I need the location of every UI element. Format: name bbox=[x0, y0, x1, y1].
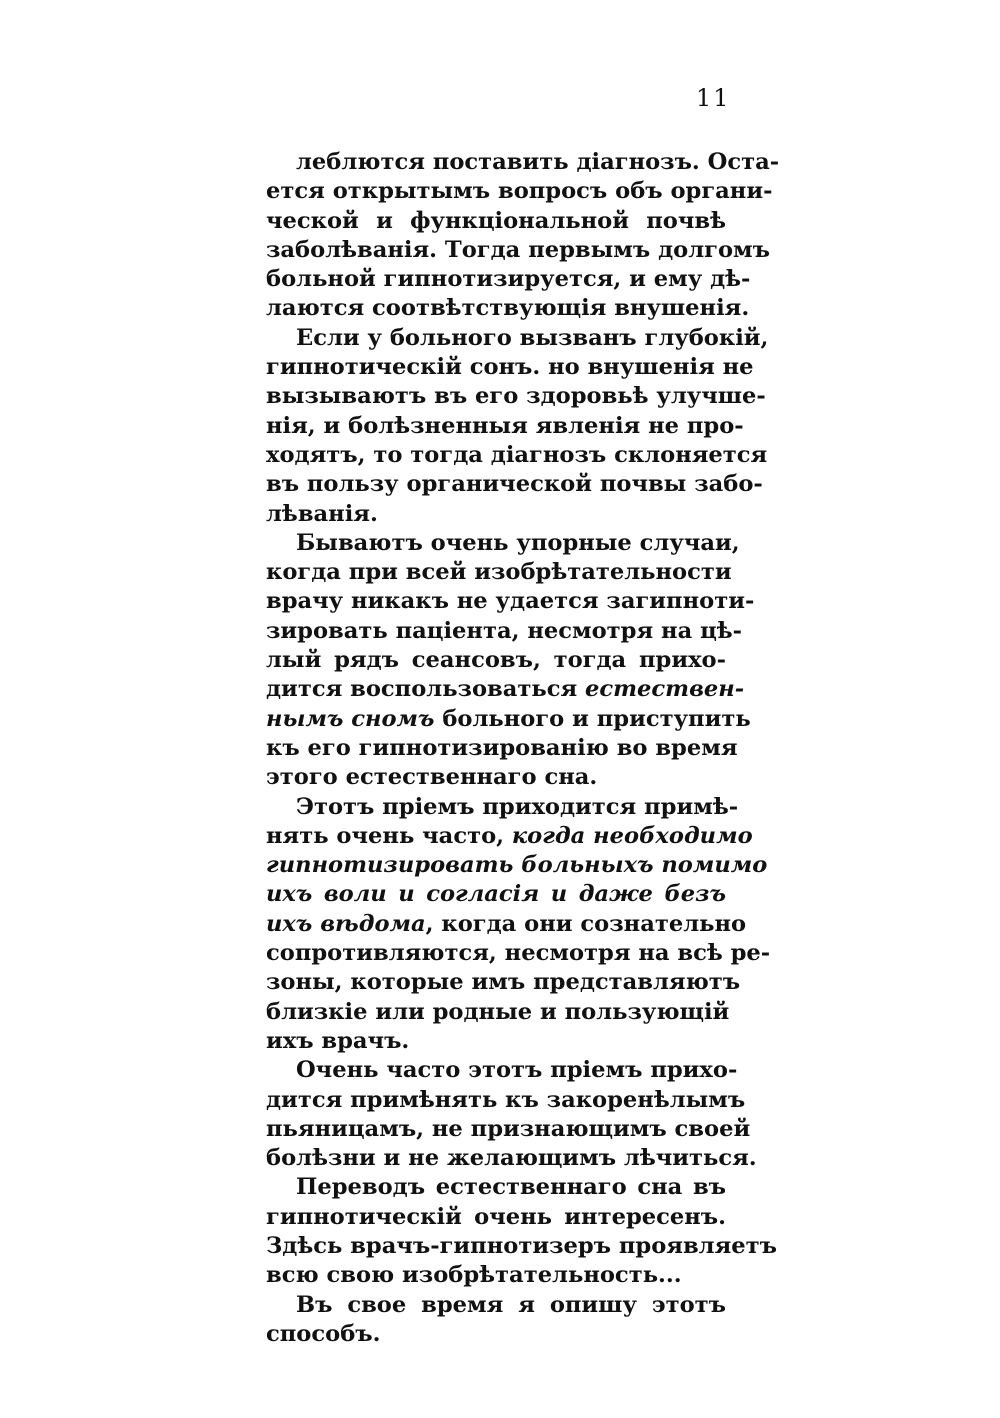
text-run: больной гипнотизируется, и ему дѣ- bbox=[266, 266, 751, 293]
text-line bbox=[266, 734, 738, 763]
text-run: болѣзни и не желающимъ лѣчиться. bbox=[266, 1145, 757, 1172]
text-line bbox=[266, 1291, 726, 1320]
text-run: Если у больного вызванъ глубокій, bbox=[296, 324, 769, 351]
text-line bbox=[266, 529, 740, 558]
text-run: ходятъ, то тогда діагнозъ склоняется bbox=[266, 441, 768, 468]
text-line bbox=[266, 441, 768, 470]
text-line bbox=[266, 294, 750, 323]
text-line bbox=[266, 763, 726, 792]
text-run: близкіе или родные и пользующій bbox=[266, 998, 730, 1025]
text-line bbox=[266, 587, 755, 616]
text-line bbox=[266, 236, 771, 265]
paragraph bbox=[266, 324, 769, 529]
text-line bbox=[266, 1086, 746, 1115]
text-run: Переводъ естественнаго сна въ bbox=[296, 1174, 726, 1201]
text-run: въ пользу органической почвы забо- bbox=[266, 471, 763, 498]
italic-text: когда необходимо bbox=[511, 822, 753, 849]
text-run: гипнотическій очень интересенъ. bbox=[266, 1203, 726, 1230]
text-line bbox=[266, 412, 744, 441]
text-run: врачу никакъ не удается загипноти- bbox=[266, 588, 755, 615]
paragraph bbox=[266, 1291, 726, 1350]
text-run: Этотъ пріемъ приходится примѣ- bbox=[296, 793, 739, 820]
text-line bbox=[266, 470, 763, 499]
text-line bbox=[266, 207, 726, 236]
italic-text: ихъ вѣдома bbox=[266, 910, 426, 937]
text-line bbox=[266, 177, 773, 206]
text-line bbox=[266, 382, 766, 411]
text-line bbox=[266, 324, 769, 353]
paragraph bbox=[266, 148, 780, 324]
text-run: леблются поставить діагнозъ. Оста- bbox=[296, 149, 780, 175]
text-line bbox=[266, 880, 726, 909]
text-run: ется открытымъ вопросъ объ органи- bbox=[266, 178, 773, 205]
paragraph bbox=[266, 529, 755, 793]
text-line bbox=[266, 1203, 726, 1232]
text-line bbox=[266, 1173, 726, 1202]
text-run: ческой и функціональной почвѣ bbox=[266, 207, 726, 234]
text-run: лаются соотвѣтствующія внушенія. bbox=[266, 295, 750, 322]
text-line bbox=[266, 265, 751, 294]
text-run: Здѣсь врачъ-гипнотизеръ проявляетъ bbox=[266, 1232, 777, 1259]
paragraph bbox=[266, 1173, 777, 1290]
text-line bbox=[266, 910, 747, 939]
text-line bbox=[266, 998, 730, 1027]
text-run: Въ свое время я опишу этотъ bbox=[296, 1291, 726, 1318]
page-number: 11 bbox=[696, 84, 731, 112]
text-run: больного и приступить bbox=[434, 705, 751, 732]
text-line bbox=[266, 353, 754, 382]
text-line bbox=[266, 1144, 757, 1173]
text-line bbox=[266, 1232, 777, 1261]
text-run: , когда они сознательно bbox=[425, 910, 747, 937]
text-line bbox=[266, 793, 739, 822]
text-run: дится воспользоваться bbox=[266, 676, 586, 703]
text-line bbox=[266, 1056, 738, 1085]
italic-text: нымъ сномъ bbox=[266, 705, 435, 732]
text-run: Бываютъ очень упорные случаи, bbox=[296, 529, 740, 556]
text-run: зировать паціента, несмотря на цѣ- bbox=[266, 617, 743, 644]
text-line bbox=[266, 558, 732, 587]
text-line bbox=[266, 1027, 726, 1056]
text-run: всю свою изобрѣтательность... bbox=[266, 1262, 682, 1289]
text-run: пьяницамъ, не признающимъ своей bbox=[266, 1115, 751, 1142]
text-line bbox=[266, 705, 751, 734]
text-run: нять очень часто, bbox=[266, 822, 512, 849]
text-line bbox=[266, 148, 780, 177]
text-line bbox=[266, 617, 743, 646]
text-run: способъ. bbox=[266, 1320, 381, 1347]
italic-text: ихъ воли и согласія и даже безъ bbox=[266, 881, 726, 908]
italic-text: гипнотизировать больныхъ помимо bbox=[266, 852, 768, 879]
text-line bbox=[266, 851, 768, 880]
text-run: дится примѣнять къ закоренѣлымъ bbox=[266, 1086, 746, 1113]
text-line bbox=[266, 822, 753, 851]
text-line bbox=[266, 968, 741, 997]
text-run: когда при всей изобрѣтательности bbox=[266, 559, 732, 586]
text-run: лѣванія. bbox=[266, 500, 378, 527]
text-line bbox=[266, 939, 771, 968]
text-run: зоны, которые имъ представляютъ bbox=[266, 969, 741, 996]
text-line bbox=[266, 500, 726, 529]
text-run: вызываютъ въ его здоровьѣ улучше- bbox=[266, 383, 766, 410]
text-run: къ его гипнотизированію во время bbox=[266, 734, 738, 761]
body-text bbox=[266, 148, 780, 1349]
text-run: гипнотическій сонъ. но внушенія не bbox=[266, 354, 754, 381]
text-line bbox=[266, 646, 726, 675]
text-line bbox=[266, 1115, 751, 1144]
text-run: лый рядъ сеансовъ, тогда прихо- bbox=[266, 647, 726, 674]
paragraph bbox=[266, 1056, 757, 1173]
text-run: заболѣванія. Тогда первымъ долгомъ bbox=[266, 236, 771, 263]
text-line bbox=[266, 1261, 726, 1290]
text-run: Очень часто этотъ пріемъ прихо- bbox=[296, 1057, 738, 1084]
text-line bbox=[266, 675, 745, 704]
italic-text: естествен- bbox=[585, 676, 745, 703]
text-line bbox=[266, 1320, 726, 1349]
text-run: нія, и болѣзненныя явленія не про- bbox=[266, 412, 744, 439]
text-run: ихъ врачъ. bbox=[266, 1027, 410, 1054]
text-run: этого естественнаго сна. bbox=[266, 764, 598, 791]
paragraph bbox=[266, 793, 771, 1057]
text-run: сопротивляются, несмотря на всѣ ре- bbox=[266, 940, 771, 967]
